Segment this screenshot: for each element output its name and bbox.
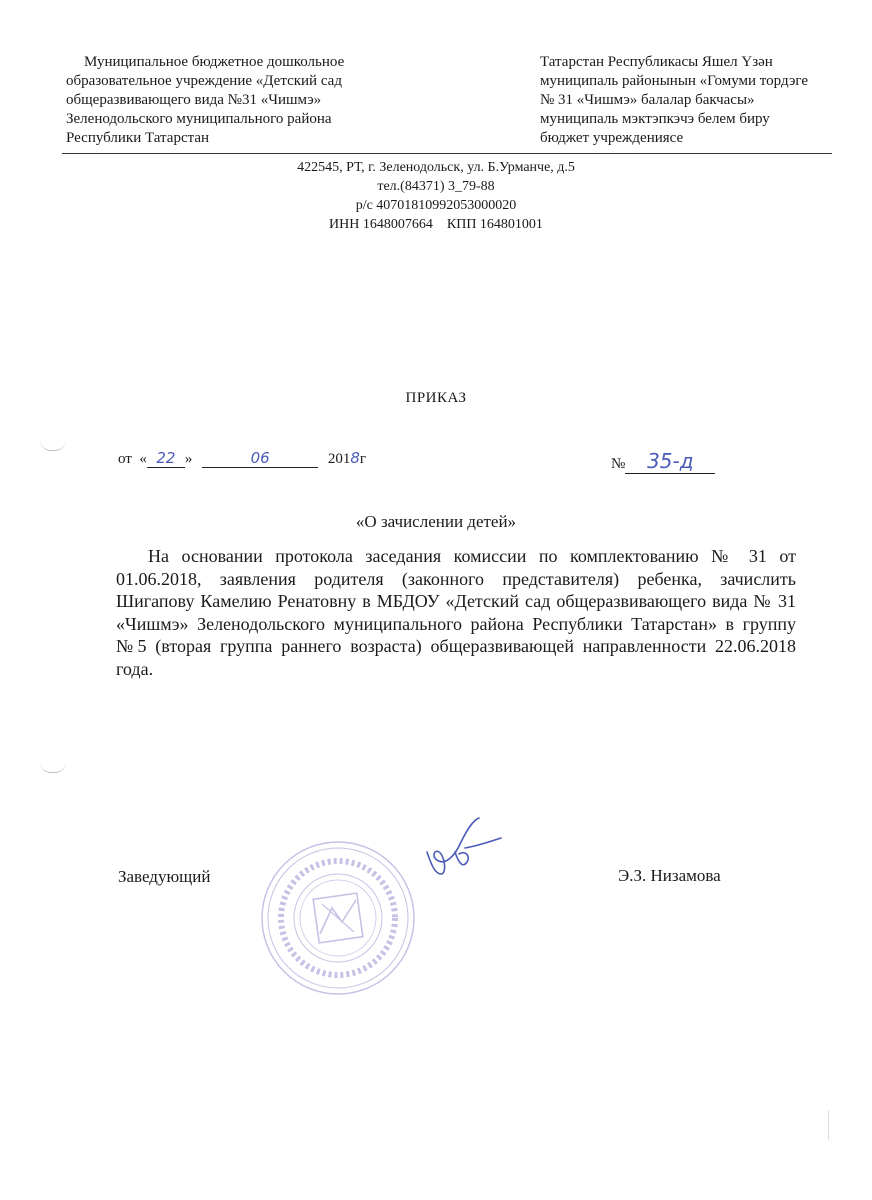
scan-edge-mark [828,1110,829,1140]
contact-phone: тел.(84371) 3_79-88 [377,179,495,194]
punch-hole-mark [40,440,66,451]
number-prefix: № [611,456,626,472]
contact-address: 422545, РТ, г. Зеленодольск, ул. Б.Урманче, д.5 [297,160,575,175]
order-title: «О зачислении детей» [355,512,517,531]
date-suffix: г [359,451,367,467]
date-month: 06 [202,449,318,468]
order-number-line [611,449,715,474]
header-left-line: Муниципальное бюджетное дошкольное [84,54,345,70]
contact-account: р/с 40701810992053000020 [355,198,517,213]
header-left-line: образовательное учреждение «Детский сад [66,73,342,89]
header-right-line: муниципаль районынын «Гомуми тордэге [540,73,809,89]
header-divider [62,153,832,154]
header-right-line: № 31 «Чишмэ» балалар бакчасы» [540,92,755,108]
contacts-block [0,158,872,234]
punch-hole-mark [40,762,66,773]
header-right-line: Татарстан Республикасы Яшел Үзән [540,54,773,70]
header-left-line: общеразвивающего вида №31 «Чишмэ» [66,92,322,108]
official-seal-stamp [258,838,418,998]
handwritten-signature [415,812,505,882]
order-body: На основании протокола заседания комиссии по комплектованию № 31 от 01.06.2018, заявления родителя (законного представителя) ребенка, зачислить Шигапову Камелию Ренатовну в МБДОУ «Детский сад общеразвивающего вида № 31 «Чишмэ» Зеленодольского муниципального района Республики Татарстан» в группу №5 (вторая группа раннего возраста) общеразвивающей направленности 22.06.2018 года. [116,546,796,679]
header-left-line: Республики Татарстан [66,130,210,146]
date-year-hand: 8 [350,449,360,467]
contact-inn-kpp: ИНН 1648007664 КПП 164801001 [329,217,543,232]
header-right-line: муниципаль мэктэпкэчэ белем биру [540,111,770,127]
header-right-line: бюджет учреждениясе [540,130,684,146]
order-number: 35-д [625,449,715,474]
header-left-line: Зеленодольского муниципального района [66,111,332,127]
date-prefix: от [118,451,132,467]
document-type: ПРИКАЗ [405,390,467,406]
date-open-quote: « [135,451,147,467]
date-day: 22 [147,449,185,468]
signer-name: Э.З. Низамова [618,866,721,885]
header-right-org-name [540,53,808,148]
date-year-prefix: 201 [327,451,351,467]
header-left-org-name [66,53,344,148]
date-close-quote: » [184,451,193,467]
order-date-line [118,449,366,468]
signer-position: Заведующий [118,867,211,886]
